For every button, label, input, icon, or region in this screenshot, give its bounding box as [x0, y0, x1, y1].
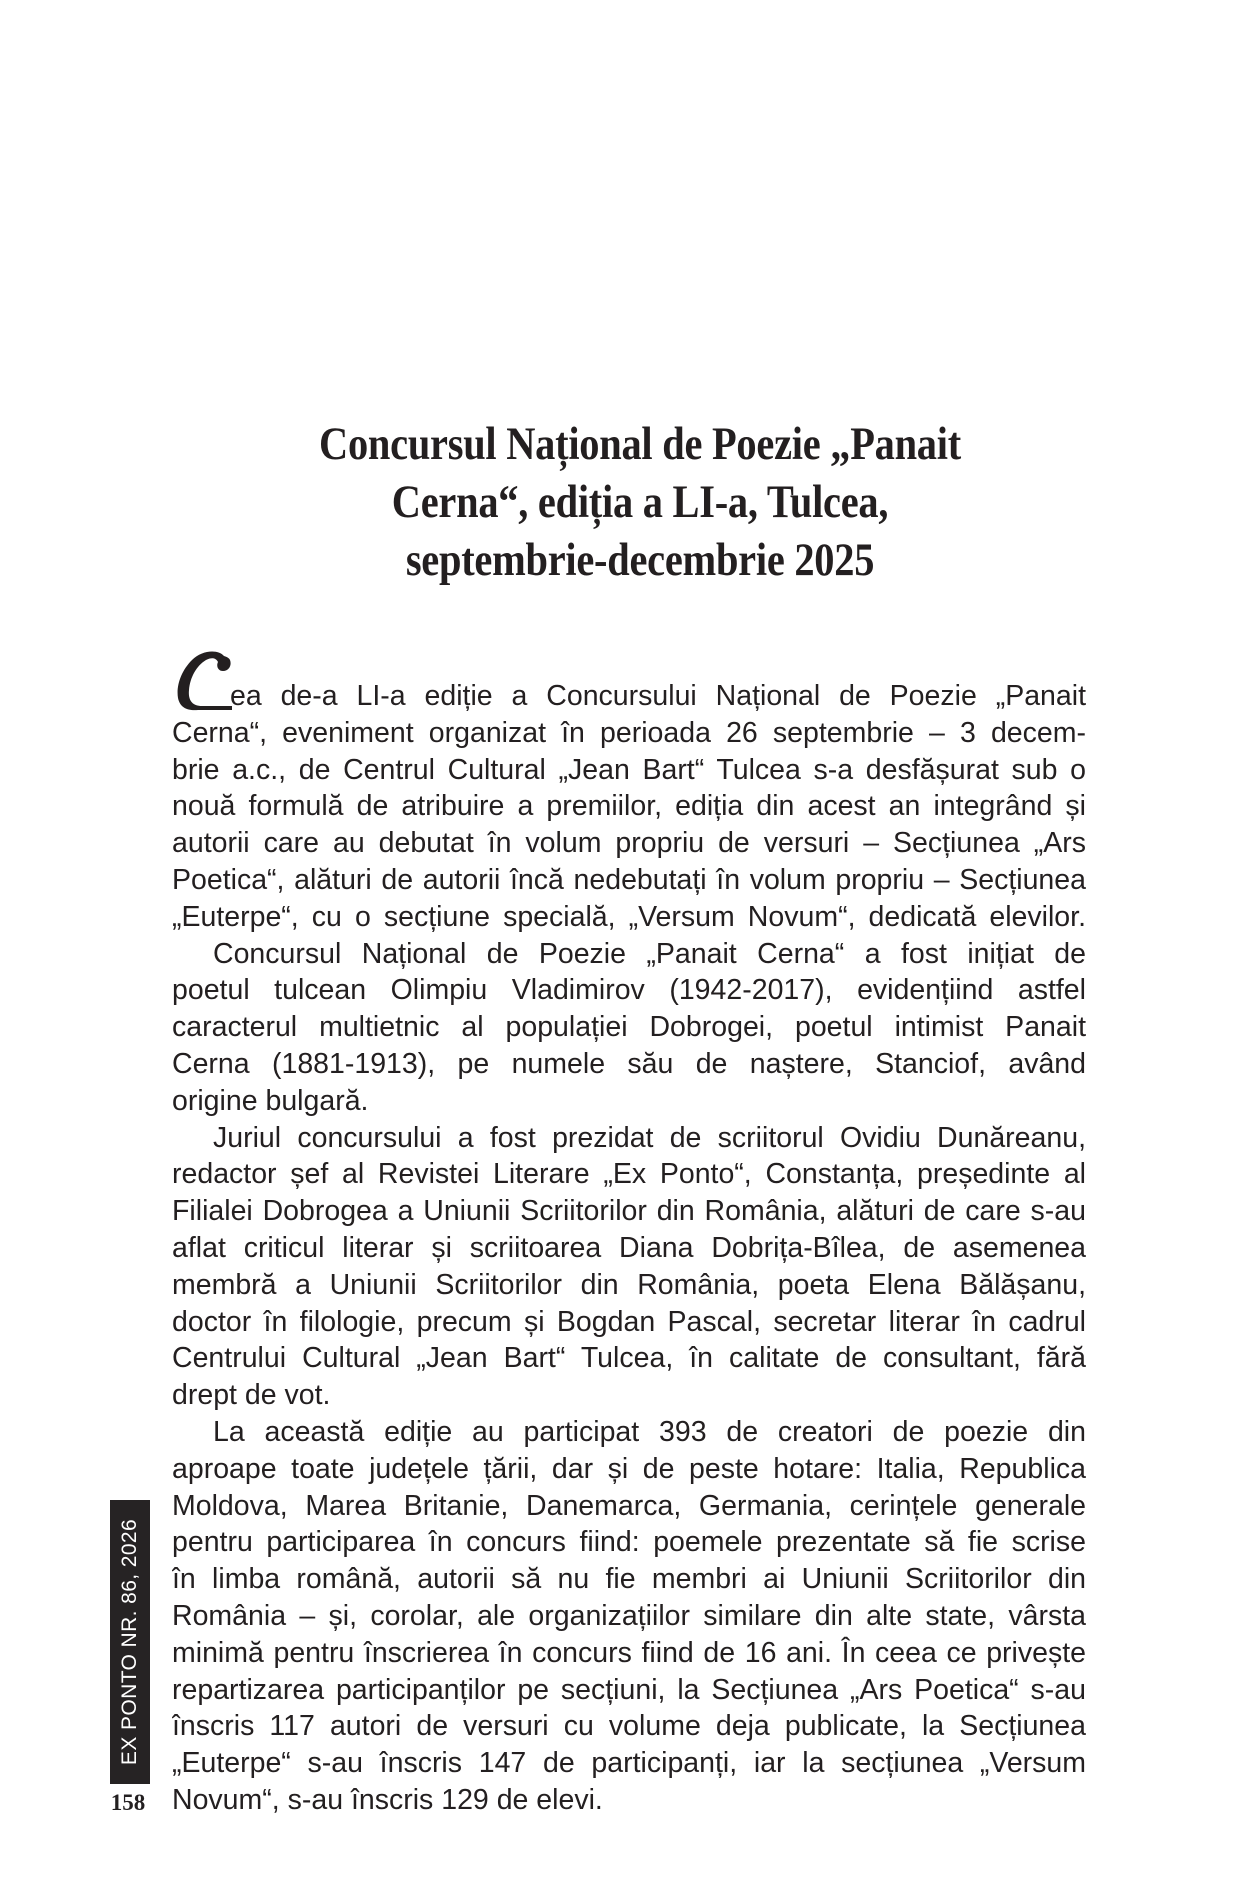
body-line: Novum“, s-au înscris 129 de elevi. [172, 1783, 603, 1816]
article-title-line: septembrie-decembrie 2025 [405, 534, 875, 587]
body-line: „Euterpe“ s-au înscris 147 de participanți, iar la secțiunea „Versum [172, 1747, 1086, 1780]
body-line: în limba română, autorii să nu fie membri ai Uniunii Scriitorilor din [172, 1563, 1086, 1596]
body-line: aflat criticul literar și scriitoarea Diana Dobrița-Bîlea, de asemenea [172, 1231, 1086, 1264]
body-line: nouă formulă de atribuire a premiilor, ediția din acest an integrând și [172, 790, 1086, 823]
body-line: drept de vot. [172, 1379, 331, 1412]
body-line: autorii care au debutat în volum propriu de versuri – Secțiunea „Ars [172, 827, 1086, 860]
running-header-label: EX PONTO NR. 86, 2026 [118, 1518, 141, 1766]
body-line: Cerna“, eveniment organizat în perioada 26 septembrie – 3 decem- [172, 716, 1086, 749]
body-line: „Euterpe“, cu o secțiune specială, „Versum Novum“, dedicată elevilor. [172, 900, 1086, 933]
body-line: minimă pentru înscrierea în concurs fiind de 16 ani. În ceea ce privește [172, 1636, 1086, 1669]
body-line: Juriul concursului a fost prezidat de scriitorul Ovidiu Dunăreanu, [213, 1121, 1086, 1154]
body-line: aproape toate județele țării, dar și de peste hotare: Italia, Republica [172, 1452, 1086, 1485]
page-number: 158 [110, 1790, 146, 1815]
article-body [172, 678, 1086, 1819]
body-line: La această ediție au participat 393 de creatori de poezie din [213, 1415, 1086, 1448]
body-line: repartizarea participanților pe secțiuni, la Secțiunea „Ars Poetica“ s-au [172, 1673, 1086, 1706]
body-line: caracterul multietnic al populației Dobrogei, poetul intimist Panait [172, 1011, 1086, 1044]
body-line: România – și, corolar, ale organizațiilor similare din alte state, vârsta [172, 1599, 1086, 1632]
body-line: Poetica“, alături de autorii încă nedebutați în volum propriu – Secțiunea [172, 863, 1086, 896]
body-line: brie a.c., de Centrul Cultural „Jean Bart“ Tulcea s-a desfășurat sub o [172, 753, 1086, 786]
body-line: ea de-a LI-a ediție a Concursului Național de Poezie „Panait [230, 680, 1086, 712]
running-header-box [110, 1500, 150, 1784]
body-line: Cerna (1881-1913), pe numele său de naștere, Stanciof, având [172, 1047, 1086, 1080]
body-line: doctor în filologie, precum și Bogdan Pascal, secretar literar în cadrul [172, 1305, 1086, 1338]
body-line: redactor șef al Revistei Literare „Ex Ponto“, Constanța, președinte al [172, 1158, 1086, 1191]
body-line: Moldova, Marea Britanie, Danemarca, Germania, cerințele generale [172, 1489, 1086, 1522]
article-title [244, 415, 1035, 589]
body-line: Centrului Cultural „Jean Bart“ Tulcea, în calitate de consultant, fără [172, 1342, 1086, 1375]
body-line: Filialei Dobrogea a Uniunii Scriitorilor din România, alături de care s-au [172, 1195, 1086, 1228]
article-title-line: Concursul Național de Poezie „Panait [319, 418, 961, 471]
body-line: origine bulgară. [172, 1084, 369, 1117]
body-line: membră a Uniunii Scriitorilor din România, poeta Elena Bălășanu, [172, 1268, 1086, 1301]
body-line: poetul tulcean Olimpiu Vladimirov (1942-2017), evidențiind astfel [172, 974, 1086, 1007]
body-line: înscris 117 autori de versuri cu volume deja publicate, la Secțiunea [172, 1710, 1086, 1743]
body-line: Concursul Național de Poezie „Panait Cerna“ a fost inițiat de [213, 937, 1086, 970]
article-title-line: Cerna“, ediția a LI-a, Tulcea, [391, 476, 889, 529]
body-line: pentru participarea în concurs fiind: poemele prezentate să fie scrise [172, 1526, 1086, 1559]
